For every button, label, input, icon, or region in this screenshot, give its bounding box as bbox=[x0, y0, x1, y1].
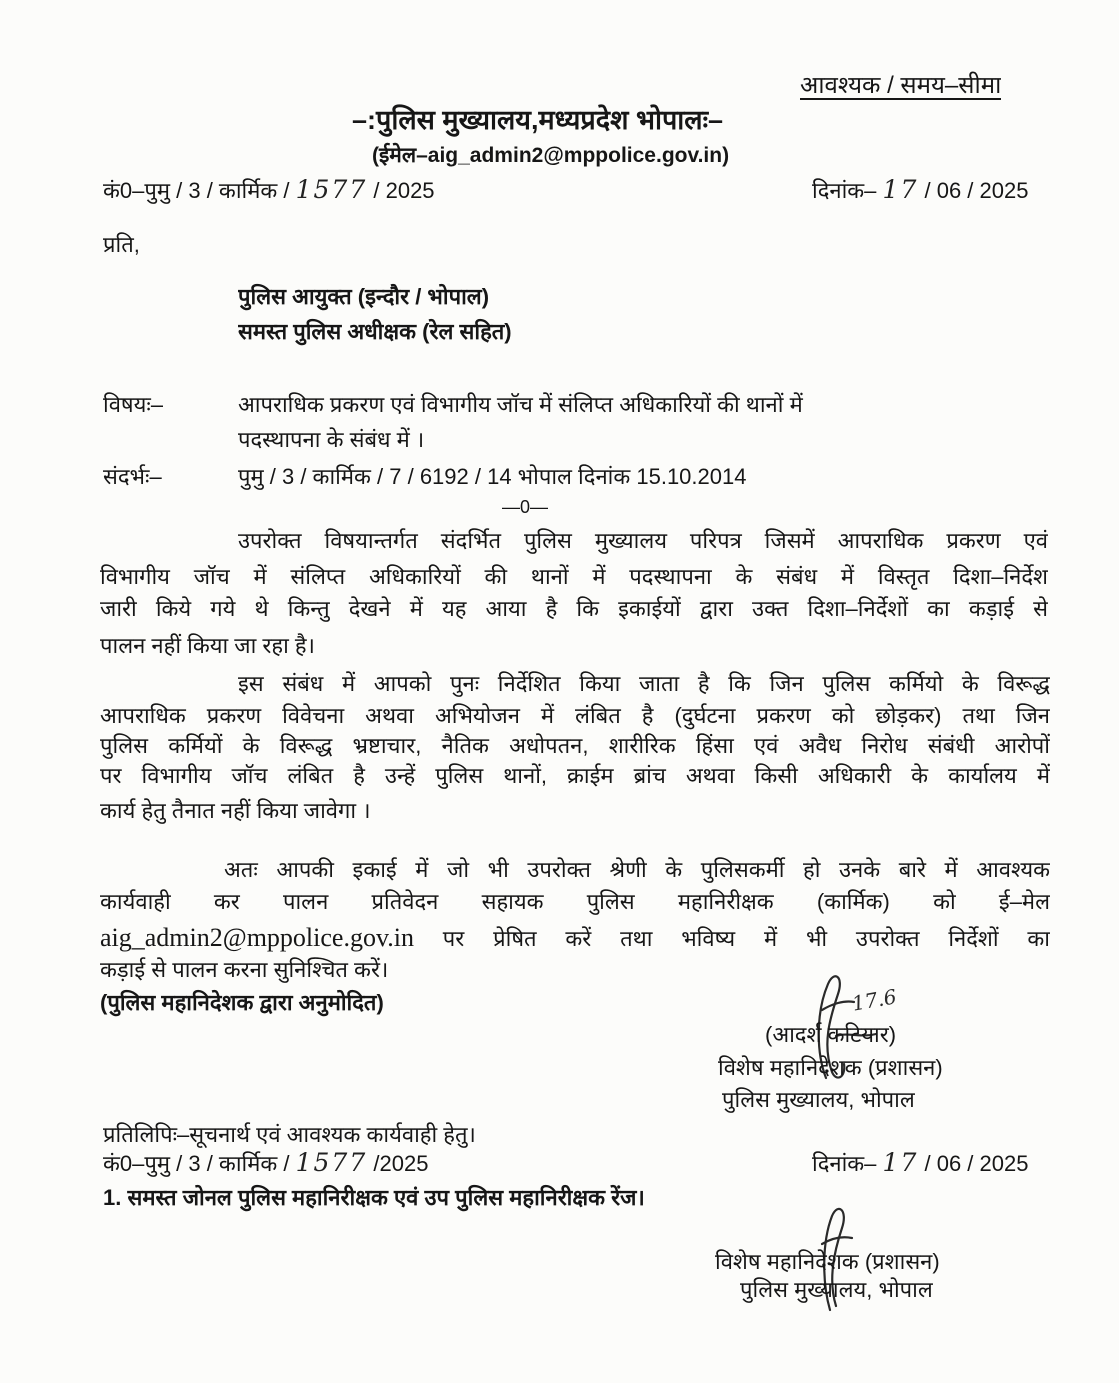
copy-signatory-designation: विशेष महानिदेशक (प्रशासन) bbox=[715, 1249, 940, 1274]
letter-reference-prefix: कं0–पुमु / 3 / कार्मिक / bbox=[103, 178, 290, 203]
paragraph-line: जारी किये गये थे किन्तु देखने में यह आया है कि इकाईयों द्वारा उक्त दिशा–निर्देशों का कड़ाई से bbox=[100, 596, 1048, 621]
letter-date-label: दिनांक– bbox=[812, 178, 877, 203]
paragraph-line: उपरोक्त विषयान्तर्गत संदर्भित पुलिस मुख्यालय परिपत्र जिसमें आपराधिक प्रकरण एवं bbox=[238, 528, 1048, 553]
paragraph-line bbox=[100, 920, 1050, 956]
signatory-designation: विशेष महानिदेशक (प्रशासन) bbox=[718, 1055, 943, 1080]
subject-line: आपराधिक प्रकरण एवं विभागीय जॉच में संलिप्त अधिकारियों की थानों में bbox=[238, 392, 803, 417]
office-email: (ईमेल–aig_admin2@mppolice.gov.in) bbox=[372, 144, 730, 167]
copy-date-rest: / 06 / 2025 bbox=[924, 1151, 1029, 1176]
subject-label: विषयः– bbox=[103, 392, 164, 417]
addressee-line: पुलिस आयुक्त (इन्दौर / भोपाल) bbox=[238, 284, 490, 309]
signatory-name: (आदर्श कटियार) bbox=[765, 1022, 897, 1047]
paragraph-line: आपराधिक प्रकरण विवेचना अथवा अभियोजन में लंबित है (दुर्घटना प्रकरण को छोड़कर) तथा जिन bbox=[100, 703, 1050, 728]
copy-date-label: दिनांक– bbox=[812, 1151, 877, 1176]
copy-date bbox=[812, 1147, 1028, 1183]
letter-date-rest: / 06 / 2025 bbox=[924, 178, 1029, 203]
paragraph-line: अतः आपकी इकाई में जो भी उपरोक्त श्रेणी के पुलिसकर्मी हो उनके बारे में आवश्यक bbox=[224, 857, 1050, 882]
copy-date-day: 17 bbox=[882, 1148, 919, 1177]
letter-reference bbox=[103, 174, 435, 210]
letter-reference-suffix: / 2025 bbox=[373, 178, 435, 203]
paragraph-line: इस संबंध में आपको पुनः निर्देशित किया जाता है कि जिन पुलिस कर्मियो के विरूद्ध bbox=[238, 671, 1050, 696]
letter-date-day: 17 bbox=[882, 175, 919, 204]
paragraph-email: aig_admin2@mppolice.gov.in bbox=[100, 923, 414, 952]
letter-reference-number: 1577 bbox=[295, 175, 368, 204]
priority-note: आवश्यक / समय–सीमा bbox=[800, 72, 1002, 99]
reference-text: पुमु / 3 / कार्मिक / 7 / 6192 / 14 भोपाल दिनांक 15.10.2014 bbox=[238, 464, 747, 489]
paragraph-line: पालन नहीं किया जा रहा है। bbox=[100, 633, 315, 658]
approval-note: (पुलिस महानिदेशक द्वारा अनुमोदित) bbox=[100, 990, 384, 1015]
paragraph-line: कार्यवाही कर पालन प्रतिवेदन सहायक पुलिस महानिरीक्षक (कार्मिक) को ई–मेल bbox=[100, 889, 1050, 914]
paragraph-line: कार्य हेतु तैनात नहीं किया जावेगा । bbox=[100, 798, 371, 823]
signatory-office: पुलिस मुख्यालय, भोपाल bbox=[722, 1087, 915, 1112]
copy-recipient: 1. समस्त जोनल पुलिस महानिरीक्षक एवं उप पुलिस महानिरीक्षक रेंज। bbox=[103, 1185, 645, 1210]
addressee-line: समस्त पुलिस अधीक्षक (रेल सहित) bbox=[238, 319, 512, 344]
paragraph-line: कड़ाई से पालन करना सुनिश्चित करें। bbox=[100, 957, 389, 982]
office-title: –:पुलिस मुख्यालय,मध्यप्रदेश भोपालः– bbox=[352, 105, 724, 135]
reference-label: संदर्भः– bbox=[103, 464, 162, 489]
copy-reference-number: 1577 bbox=[295, 1148, 368, 1177]
to-label: प्रति, bbox=[103, 232, 140, 257]
copy-reference-prefix: कं0–पुमु / 3 / कार्मिक / bbox=[103, 1151, 290, 1176]
letter-date bbox=[812, 174, 1028, 210]
copy-label: प्रतिलिपिः–सूचनार्थ एवं आवश्यक कार्यवाही हेतु। bbox=[103, 1122, 476, 1147]
paragraph-line: विभागीय जॉच में संलिप्त अधिकारियों की थानों में पदस्थापना के संबंध में विस्तृत दिशा–निर्देश bbox=[100, 564, 1048, 589]
copy-reference bbox=[103, 1147, 428, 1183]
separator: —0— bbox=[502, 497, 549, 517]
paragraph-line: पुलिस कर्मियों के विरूद्ध भ्रष्टाचार, नैतिक अधोपतन, शारीरिक हिंसा एवं अवैध निरोध संबंधी आरोपों bbox=[100, 733, 1050, 758]
signature-date-mark: 17.6 bbox=[850, 984, 899, 1016]
copy-signatory-office: पुलिस मुख्यालय, भोपाल bbox=[740, 1277, 933, 1302]
copy-reference-suffix: /2025 bbox=[373, 1151, 429, 1176]
subject-line: पदस्थापना के संबंध में । bbox=[238, 427, 425, 452]
paragraph-line: पर विभागीय जॉच लंबित है उन्हें पुलिस थानों, क्राईम ब्रांच अथवा किसी अधिकारी के कार्यालय में bbox=[100, 763, 1050, 788]
paragraph-line-text: पर प्रेषित करें तथा भविष्य में भी उपरोक्त निर्देशों का bbox=[442, 926, 1050, 951]
